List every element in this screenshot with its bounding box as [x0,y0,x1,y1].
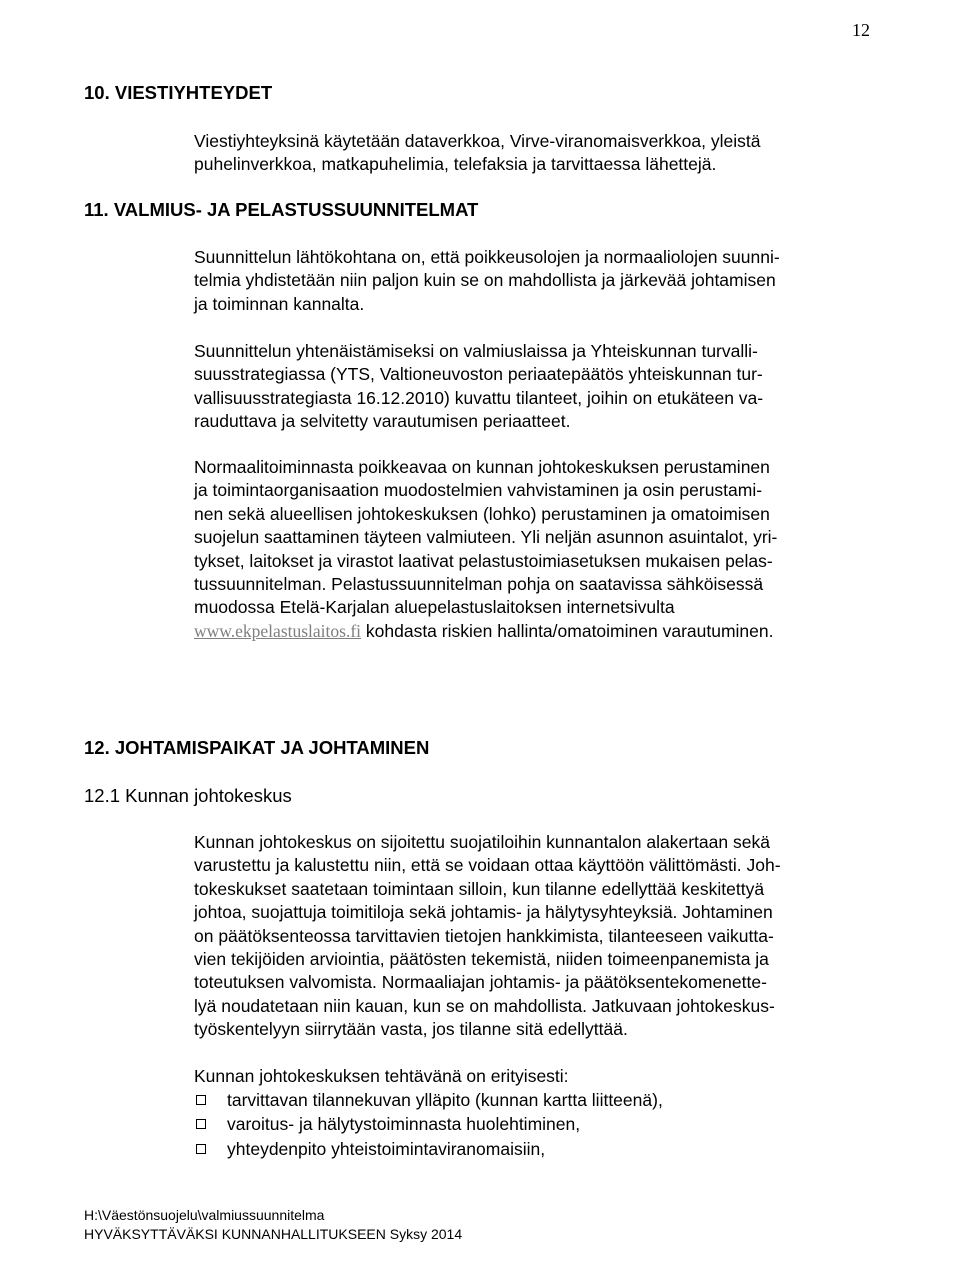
paragraph-line: lyä noudatetaan niin kauan, kun se on mahdollista. Jatkuvaan johtokeskus- [194,995,775,1016]
paragraph-line: Normaalitoiminnasta poikkeavaa on kunnan johtokeskuksen perustaminen [194,457,770,477]
paragraph-line: nen sekä alueellisen johtokeskuksen (lohko) perustaminen ja omatoimisen [194,503,770,524]
list-item [194,1088,663,1112]
paragraph-line: on päätöksenteossa tarvittavien tietojen hankkimista, tilanteeseen vaikutta- [194,925,774,946]
list-item-text: tarvittavan tilannekuvan ylläpito (kunnan kartta liitteenä), [227,1090,663,1110]
paragraph-line: muodossa Etelä-Karjalan aluepelastuslaitoksen internetsivulta [194,597,675,618]
paragraph [194,456,884,643]
subsection-heading-12-1: 12.1 Kunnan johtokeskus [84,785,292,806]
paragraph-line: tokeskukset saatetaan toimintaan silloin, kun tilanne edellyttää keskitettyä [194,878,765,899]
paragraph-line: Suunnittelun lähtökohtana on, että poikkeusolojen ja normaaliolojen suunni- [194,247,780,267]
paragraph-line: Kunnan johtokeskus on sijoitettu suojatiloihin kunnantalon alakertaan sekä [194,832,770,852]
section-heading-10: 10. VIESTIYHTEYDET [84,82,273,103]
list-item-text: varoitus- ja hälytystoiminnasta huolehtiminen, [227,1114,581,1135]
checkbox-bullet-icon [196,1144,206,1154]
list-intro: Kunnan johtokeskuksen tehtävänä on erityisesti: [194,1066,569,1086]
paragraph-line: telmia yhdistetään niin paljon kuin se on mahdollista ja järkevää johtamisen [194,270,776,291]
paragraph-line: toteutuksen valvomista. Normaaliajan johtamis- ja päätöksentekomenette- [194,972,767,993]
link-trailing-text: kohdasta riskien hallinta/omatoiminen varautuminen. [361,620,774,641]
page-number: 12 [852,20,870,40]
paragraph-line: Viestiyhteyksinä käytetään dataverkkoa, Virve-viranomaisverkkoa, yleistä [194,131,761,151]
website-link[interactable]: www.ekpelastuslaitos.fi [194,620,362,641]
paragraph-line: ja toimintaorganisaation muodostelmien vahvistaminen ja osin perustami- [194,480,763,501]
list-item [194,1137,663,1161]
list-item [194,1112,663,1136]
paragraph-line: suojelun saattaminen täyteen valmiuteen. Yli neljän asunnon asuintalot, yri- [194,527,778,548]
paragraph-line: tykset, laitokset ja virastot laativat pelastustoimiasetuksen mukaisen pelas- [194,550,773,571]
paragraph-line: rauduttava ja selvitetty varautumisen periaatteet. [194,411,571,432]
paragraph-line: suusstrategiassa (YTS, Valtioneuvoston periaatepäätös yhteiskunnan tur- [194,364,763,385]
paragraph-line: vien tekijöiden arviointia, päätösten tekemistä, niiden toimeenpanemista ja [194,949,769,970]
task-list [194,1088,663,1161]
paragraph-line-with-link [194,620,884,643]
paragraph [194,831,884,1042]
footer-path: H:\Väestönsuojelu\valmiussuunnitelma [84,1207,325,1223]
paragraph [194,340,884,434]
section-heading-12: 12. JOHTAMISPAIKAT JA JOHTAMINEN [84,737,430,758]
paragraph-line: vallisuusstrategiasta 16.12.2010) kuvattu tilanteet, joihin on etukäteen va- [194,387,764,408]
paragraph-line: Suunnittelun yhtenäistämiseksi on valmiuslaissa ja Yhteiskunnan turvalli- [194,341,758,361]
footer [84,1206,462,1244]
paragraph-line: tussuunnitelman. Pelastussuunnitelman pohja on saatavissa sähköisessä [194,574,764,595]
paragraph [194,246,884,316]
paragraph [194,130,884,177]
section-heading-11: 11. VALMIUS- JA PELASTUSSUUNNITELMAT [84,199,479,220]
footer-approval: HYVÄKSYTTÄVÄKSI KUNNANHALLITUKSEEN Syksy 2014 [84,1226,463,1242]
paragraph-line: johtoa, suojattuja toimitiloja sekä johtamis- ja hälytysyhteyksiä. Johtaminen [194,902,773,923]
paragraph-line: ja toiminnan kannalta. [194,293,365,314]
checkbox-bullet-icon [196,1119,206,1129]
list-item-text: yhteydenpito yhteistoimintaviranomaisiin, [227,1138,546,1159]
checkbox-bullet-icon [196,1095,206,1105]
paragraph-line: puhelinverkkoa, matkapuhelimia, telefaksia ja tarvittaessa lähettejä. [194,154,717,175]
paragraph-line: varustettu ja kalustettu niin, että se voidaan ottaa käyttöön välittömästi. Joh- [194,855,781,876]
paragraph-line: työskentelyyn siirrytään vasta, jos tilanne sitä edellyttää. [194,1019,628,1040]
